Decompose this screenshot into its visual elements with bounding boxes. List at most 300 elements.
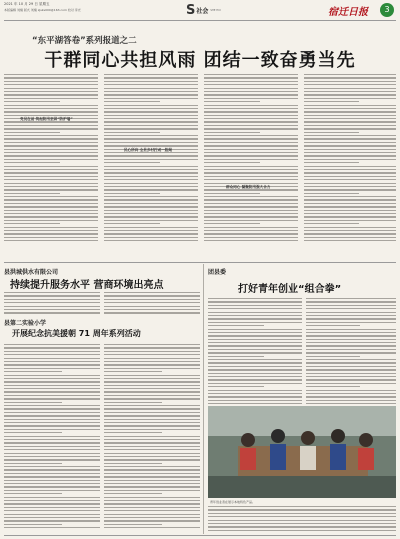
text-line xyxy=(208,298,302,299)
text-line xyxy=(104,453,200,454)
text-line xyxy=(204,199,298,200)
text-line xyxy=(104,227,198,228)
text-line xyxy=(208,390,302,391)
text-line xyxy=(104,524,162,525)
text-line xyxy=(4,351,100,352)
text-line xyxy=(104,344,200,345)
text-line xyxy=(306,329,396,330)
photo-caption: 青年创业者在展示本地特色产品。 xyxy=(210,500,256,504)
text-line xyxy=(306,312,396,313)
top-subhead-2: 民心所向 全县乡村拧成一股绳 xyxy=(124,148,172,152)
text-line xyxy=(104,81,198,82)
text-line xyxy=(208,352,302,353)
text-line xyxy=(104,98,198,99)
text-line xyxy=(204,108,298,109)
text-line xyxy=(204,176,298,177)
text-line xyxy=(306,359,396,360)
left-col-1 xyxy=(4,292,100,316)
text-line xyxy=(4,84,98,85)
text-line xyxy=(204,91,298,92)
text-line xyxy=(104,196,198,197)
text-line xyxy=(306,301,396,302)
text-line xyxy=(104,463,162,464)
text-line xyxy=(304,98,396,99)
text-line xyxy=(4,193,60,194)
text-line xyxy=(104,84,198,85)
text-line xyxy=(104,159,198,160)
text-line xyxy=(4,463,62,464)
text-line xyxy=(104,432,162,433)
text-line xyxy=(306,386,360,387)
text-line xyxy=(4,354,100,355)
text-line xyxy=(306,339,396,340)
text-line xyxy=(304,155,396,156)
text-line xyxy=(306,383,396,384)
text-line xyxy=(306,393,396,394)
text-line xyxy=(304,162,359,163)
text-line xyxy=(204,138,298,139)
section-letter: S xyxy=(186,2,196,18)
text-line xyxy=(304,199,396,200)
text-line xyxy=(104,74,198,75)
text-line xyxy=(204,183,298,184)
text-line xyxy=(104,503,200,504)
text-line xyxy=(4,442,100,443)
text-line xyxy=(304,108,396,109)
text-line xyxy=(4,402,62,403)
text-line xyxy=(4,128,98,129)
text-line xyxy=(104,210,198,211)
text-line xyxy=(306,373,396,374)
text-line xyxy=(4,347,100,348)
text-line xyxy=(104,199,198,200)
text-line xyxy=(104,398,200,399)
bottom-rule xyxy=(4,535,396,536)
text-line xyxy=(4,206,98,207)
masthead xyxy=(0,0,400,22)
text-line xyxy=(306,298,396,299)
text-line xyxy=(104,388,200,389)
text-line xyxy=(104,469,200,470)
text-line xyxy=(4,166,98,167)
text-line xyxy=(204,206,298,207)
text-line xyxy=(4,432,62,433)
text-line xyxy=(4,388,100,389)
text-line xyxy=(4,483,100,484)
text-line xyxy=(204,223,260,224)
text-line xyxy=(304,81,396,82)
text-line xyxy=(304,121,396,122)
text-line xyxy=(204,81,298,82)
text-line xyxy=(104,456,200,457)
text-line xyxy=(104,292,200,293)
text-line xyxy=(104,514,200,515)
text-line xyxy=(208,349,302,350)
text-line xyxy=(204,101,260,102)
text-line xyxy=(4,385,100,386)
text-line xyxy=(208,335,302,336)
text-line xyxy=(304,166,396,167)
issue-date: 2021 年 10 月 29 日 星期五 xyxy=(4,2,50,6)
text-line xyxy=(4,142,98,143)
text-line xyxy=(104,309,200,310)
text-line xyxy=(104,115,198,116)
text-line xyxy=(104,240,198,241)
text-line xyxy=(104,128,198,129)
text-line xyxy=(306,390,396,391)
text-line xyxy=(4,196,98,197)
text-line xyxy=(4,358,100,359)
text-line xyxy=(4,459,100,460)
photo-illustration xyxy=(208,406,396,498)
text-line xyxy=(204,172,298,173)
section-name: 社会 xyxy=(196,7,209,15)
right-org-label: 团县委 xyxy=(208,269,227,276)
text-line xyxy=(304,216,396,217)
text-line xyxy=(104,405,200,406)
text-line xyxy=(304,128,396,129)
text-line xyxy=(4,81,98,82)
text-line xyxy=(204,135,298,136)
text-line xyxy=(4,172,98,173)
text-line xyxy=(4,138,98,139)
text-line xyxy=(104,111,198,112)
text-line xyxy=(104,135,198,136)
text-line xyxy=(4,510,100,511)
text-line xyxy=(208,373,302,374)
left-org-label-2: 县第二实验小学 xyxy=(4,320,47,327)
text-line xyxy=(104,299,200,300)
text-line xyxy=(104,91,198,92)
text-line xyxy=(208,526,396,527)
text-line xyxy=(104,186,198,187)
text-line xyxy=(4,436,100,437)
text-line xyxy=(304,159,396,160)
text-line xyxy=(4,186,98,187)
text-line xyxy=(4,503,100,504)
text-line xyxy=(204,240,298,241)
section-header xyxy=(186,3,221,17)
text-line xyxy=(304,111,396,112)
text-line xyxy=(4,132,60,133)
left-org-label: 县洪城供水有限公司 xyxy=(4,269,59,276)
text-line xyxy=(306,400,396,401)
text-line xyxy=(204,111,298,112)
text-line xyxy=(104,378,200,379)
right-headline: 打好青年创业“组合拳” xyxy=(238,284,342,295)
text-line xyxy=(304,189,396,190)
text-line xyxy=(4,299,100,300)
text-line xyxy=(4,189,98,190)
editor-credits: 本版编辑 刘楠 版式 刘楠 zjsks000@163.com 校对 李光 xyxy=(4,8,81,12)
text-line xyxy=(208,366,302,367)
text-line xyxy=(104,493,162,494)
top-story-col-3 xyxy=(204,74,298,244)
text-line xyxy=(4,309,100,310)
text-line xyxy=(4,344,100,345)
text-line xyxy=(4,469,100,470)
text-line xyxy=(4,94,98,95)
text-line xyxy=(104,237,198,238)
text-line xyxy=(4,233,98,234)
text-line xyxy=(304,220,396,221)
text-line xyxy=(104,169,198,170)
text-line xyxy=(204,98,298,99)
text-line xyxy=(4,295,100,296)
text-line xyxy=(104,183,198,184)
text-line xyxy=(306,315,396,316)
text-line xyxy=(304,186,396,187)
text-line xyxy=(4,371,62,372)
text-line xyxy=(104,402,162,403)
text-line xyxy=(204,118,298,119)
text-line xyxy=(104,527,200,528)
text-line xyxy=(304,115,396,116)
text-line xyxy=(104,306,200,307)
text-line xyxy=(104,442,200,443)
text-line xyxy=(104,312,200,313)
text-line xyxy=(104,230,198,231)
text-line xyxy=(304,196,396,197)
text-line xyxy=(306,379,396,380)
text-line xyxy=(304,142,396,143)
text-line xyxy=(204,196,298,197)
text-line xyxy=(204,149,298,150)
text-line xyxy=(104,425,200,426)
text-line xyxy=(204,166,298,167)
text-line xyxy=(4,223,60,224)
text-line xyxy=(104,105,198,106)
text-line xyxy=(304,213,396,214)
text-line xyxy=(304,125,396,126)
text-line xyxy=(208,516,396,517)
text-line xyxy=(4,507,100,508)
text-line xyxy=(4,306,100,307)
text-line xyxy=(4,176,98,177)
text-line xyxy=(104,486,200,487)
text-line xyxy=(208,342,302,343)
text-line xyxy=(104,497,200,498)
text-line xyxy=(208,523,396,524)
text-line xyxy=(4,446,100,447)
text-line xyxy=(4,159,98,160)
text-line xyxy=(104,459,200,460)
text-line xyxy=(104,155,198,156)
text-line xyxy=(104,172,198,173)
text-line xyxy=(4,227,98,228)
text-line xyxy=(104,415,200,416)
section-english: SHE HUI xyxy=(210,8,221,12)
text-line xyxy=(204,121,298,122)
top-story-col-1 xyxy=(4,74,98,244)
text-line xyxy=(204,159,298,160)
text-line xyxy=(4,398,100,399)
text-line xyxy=(104,213,198,214)
text-line xyxy=(104,176,198,177)
text-line xyxy=(204,115,298,116)
left-col-3 xyxy=(4,344,100,530)
main-headline: 干群同心共担风雨 团结一致奋勇当先 xyxy=(44,50,356,71)
text-line xyxy=(4,220,98,221)
text-line xyxy=(304,179,396,180)
text-line xyxy=(304,193,359,194)
text-line xyxy=(4,74,98,75)
text-line xyxy=(104,145,198,146)
text-line xyxy=(4,292,100,293)
text-line xyxy=(204,94,298,95)
text-line xyxy=(204,213,298,214)
text-line xyxy=(104,483,200,484)
text-line xyxy=(204,210,298,211)
text-line xyxy=(104,193,160,194)
text-line xyxy=(4,88,98,89)
text-line xyxy=(4,216,98,217)
text-line xyxy=(304,149,396,150)
text-line xyxy=(306,403,396,404)
top-rule xyxy=(4,20,396,21)
text-line xyxy=(304,210,396,211)
text-line xyxy=(104,391,200,392)
text-line xyxy=(304,203,396,204)
text-line xyxy=(204,125,298,126)
text-line xyxy=(304,152,396,153)
text-line xyxy=(208,506,396,507)
text-line xyxy=(104,408,200,409)
text-line xyxy=(4,527,100,528)
text-line xyxy=(104,88,198,89)
text-line xyxy=(4,111,98,112)
text-line xyxy=(208,315,302,316)
text-line xyxy=(4,480,100,481)
text-line xyxy=(4,77,98,78)
text-line xyxy=(104,476,200,477)
text-line xyxy=(306,366,396,367)
text-line xyxy=(4,105,98,106)
top-subhead-1: 党员在前 筑起防汛坚固“防护墙” xyxy=(20,117,73,121)
right-col-1 xyxy=(208,298,302,407)
text-line xyxy=(4,213,98,214)
text-line xyxy=(304,84,396,85)
text-line xyxy=(304,169,396,170)
text-line xyxy=(4,405,100,406)
text-line xyxy=(208,403,302,404)
text-line xyxy=(4,449,100,450)
text-line xyxy=(208,308,302,309)
text-line xyxy=(104,385,200,386)
text-line xyxy=(104,223,160,224)
text-line xyxy=(204,169,298,170)
text-line xyxy=(204,152,298,153)
top-story-col-2 xyxy=(104,74,198,244)
text-line xyxy=(104,121,198,122)
series-kicker: “东平湖答卷”系列报道之二 xyxy=(32,36,137,46)
text-line xyxy=(204,227,298,228)
text-line xyxy=(104,364,200,365)
text-line xyxy=(304,240,396,241)
right-col-3 xyxy=(208,506,396,533)
text-line xyxy=(304,223,359,224)
text-line xyxy=(4,520,100,521)
text-line xyxy=(104,480,200,481)
text-line xyxy=(104,302,200,303)
text-line xyxy=(4,101,60,102)
text-line xyxy=(204,77,298,78)
text-line xyxy=(104,439,200,440)
text-line xyxy=(306,335,396,336)
left-col-4 xyxy=(104,344,200,530)
text-line xyxy=(4,422,100,423)
text-line xyxy=(208,369,302,370)
text-line xyxy=(4,199,98,200)
text-line xyxy=(4,361,100,362)
text-line xyxy=(4,169,98,170)
text-line xyxy=(4,500,100,501)
text-line xyxy=(104,347,200,348)
text-line xyxy=(208,376,302,377)
text-line xyxy=(4,476,100,477)
text-line xyxy=(4,486,100,487)
text-line xyxy=(104,520,200,521)
text-line xyxy=(4,364,100,365)
text-line xyxy=(304,74,396,75)
text-line xyxy=(4,145,98,146)
text-line xyxy=(104,203,198,204)
text-line xyxy=(104,466,200,467)
text-line xyxy=(104,220,198,221)
text-line xyxy=(4,524,62,525)
text-line xyxy=(104,395,200,396)
text-line xyxy=(4,425,100,426)
text-line xyxy=(306,318,396,319)
text-line xyxy=(204,233,298,234)
text-line xyxy=(306,345,396,346)
news-photo xyxy=(208,406,396,498)
text-line xyxy=(104,449,200,450)
text-line xyxy=(4,412,100,413)
text-line xyxy=(4,115,98,116)
text-line xyxy=(4,497,100,498)
text-line xyxy=(104,419,200,420)
text-line xyxy=(306,352,396,353)
text-line xyxy=(104,490,200,491)
text-line xyxy=(4,453,100,454)
text-line xyxy=(306,362,396,363)
text-line xyxy=(4,493,62,494)
text-line xyxy=(4,375,100,376)
text-line xyxy=(104,77,198,78)
text-line xyxy=(208,513,396,514)
text-line xyxy=(208,362,302,363)
text-line xyxy=(4,514,100,515)
text-line xyxy=(104,473,200,474)
text-line xyxy=(208,400,302,401)
text-line xyxy=(4,125,98,126)
text-line xyxy=(204,193,260,194)
text-line xyxy=(4,466,100,467)
text-line xyxy=(4,517,100,518)
text-line xyxy=(104,507,200,508)
text-line xyxy=(208,322,302,323)
text-line xyxy=(4,135,98,136)
text-line xyxy=(304,227,396,228)
text-line xyxy=(208,379,302,380)
text-line xyxy=(4,490,100,491)
text-line xyxy=(4,429,100,430)
text-line xyxy=(104,189,198,190)
text-line xyxy=(204,179,298,180)
text-line xyxy=(204,230,298,231)
text-line xyxy=(208,356,264,357)
